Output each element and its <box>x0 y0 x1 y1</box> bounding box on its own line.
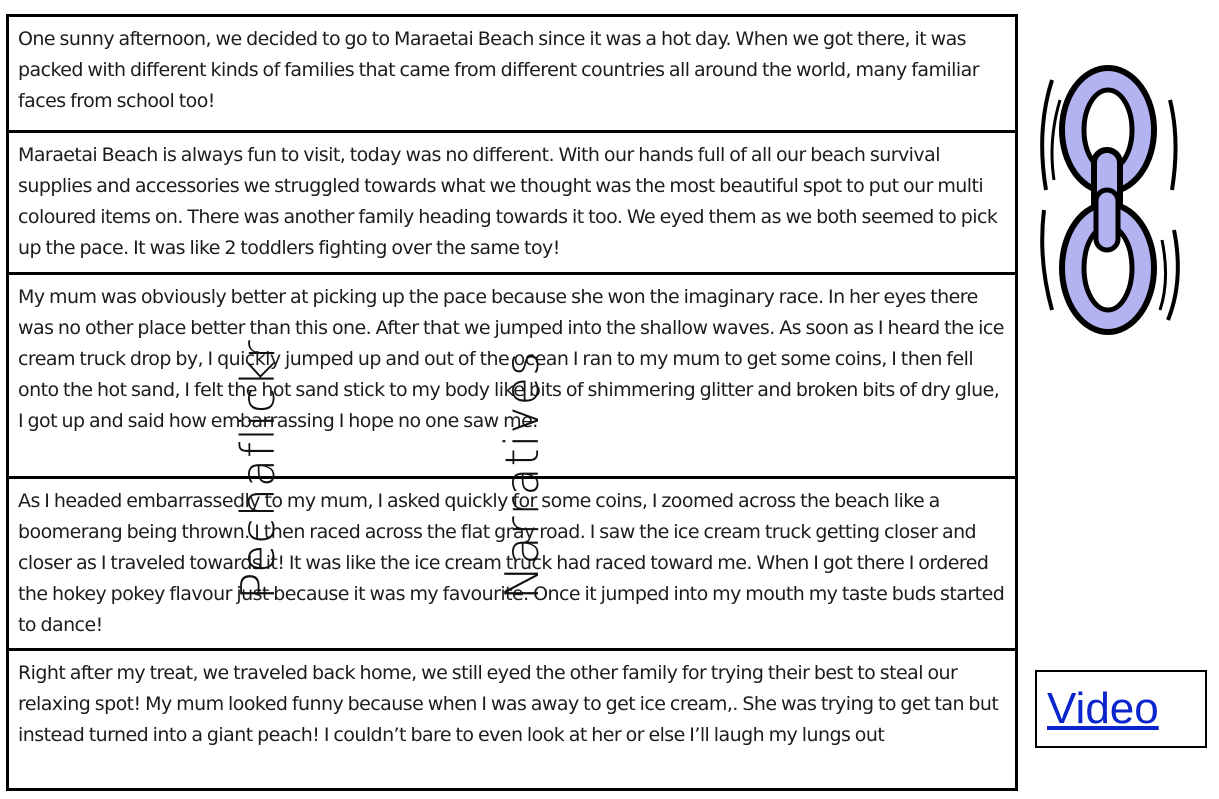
story-paragraph-5: Right after my treat, we traveled back home, we still eyed the other family for trying their best to steal our relaxing spot! My mum looked funny because when I was away to get ice cream,. She was trying to get tan but instead turned into a giant peach! I couldn’t bare to even look at her or else I’ll laugh my lungs out <box>18 662 999 746</box>
story-paragraph-1: One sunny afternoon, we decided to go to Maraetai Beach since it was a hot day. When we got there, it was packed with different kinds of families that came from different countries all around the world, many familiar faces from school too! <box>9 17 1015 133</box>
video-link[interactable]: Video <box>1047 684 1159 733</box>
chain-links-icon <box>1030 40 1180 350</box>
story-paragraph-2: Maraetai Beach is always fun to visit, today was no different. With our hands full of all our beach survival supplies and accessories we struggled towards what we thought was the most beautiful spot to put our multi coloured items on. There was another family heading towards it too. We eyed them as we both seemed to pick up the pace. It was like 2 toddlers fighting over the same toy! <box>9 133 1015 275</box>
side-title <box>38 339 654 600</box>
side-title-line-2: Narratives <box>495 351 549 600</box>
side-title-line-1: Pechaflickr <box>231 339 285 600</box>
side-panel <box>1022 40 1212 620</box>
video-box <box>1035 670 1207 748</box>
story-paragraph-4: As I headed embarrassedly to my mum, I asked quickly for some coins, I zoomed across the beach like a boomerang being thrown. I then raced across the flat gray road. I saw the ice cream truck getting closer and closer as I traveled towards it! It was like the ice cream truck had raced toward me. When I got there I ordered the hokey pokey flavour just because it was my favourite. Once it jumped into my mouth my taste buds started to dance! <box>9 479 1015 651</box>
story-paragraph-3: My mum was obviously better at picking up the pace because she won the imaginary race. In her eyes there was no other place better than this one. After that we jumped into the shallow waves. As soon as I heard the ice cream truck drop by, I quickly jumped up and out of the ocean I ran to my mum to get some coins, I then fell onto the hot sand, I felt the hot sand stick to my body like bits of shimmering glitter and broken bits of dry glue, I got up and said how embarrassing I hope no one saw me. <box>9 275 1015 479</box>
